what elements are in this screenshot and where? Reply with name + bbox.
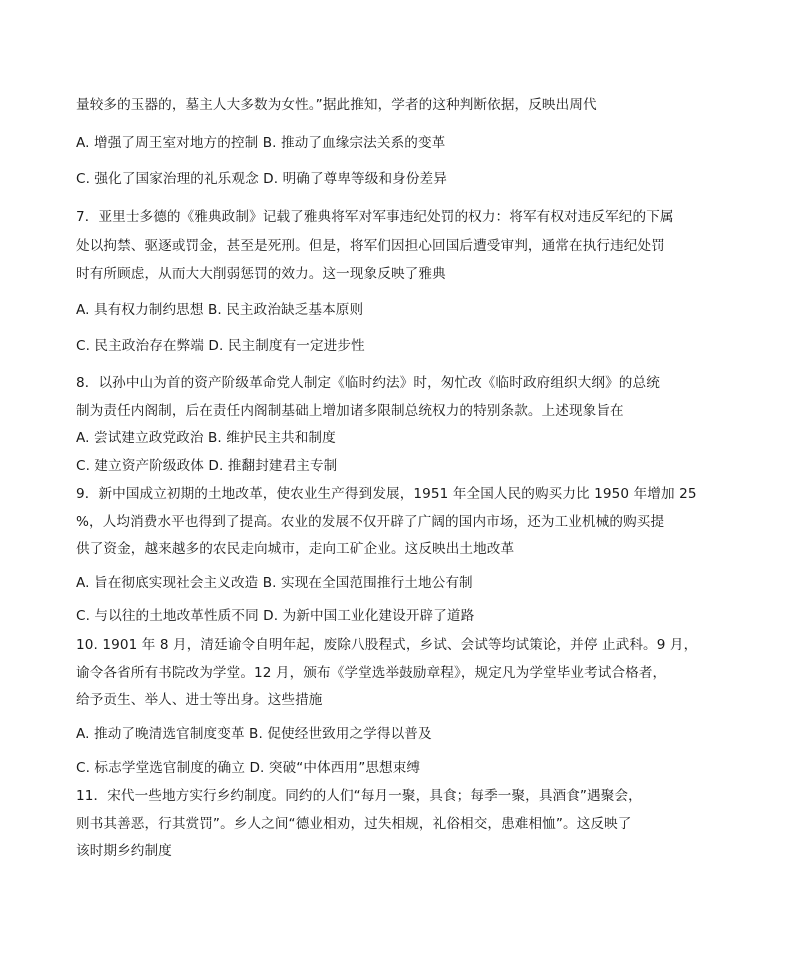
question-9-line: 9．新中国成立初期的土地改革，使农业生产得到发展，1951 年全国人民的购买力比 1950 年增加 25 bbox=[76, 486, 697, 502]
text-line: 给予贡生、举人、进士等出身。这些措施 bbox=[76, 692, 323, 708]
question-11-line: 11．宋代一些地方实行乡约制度。同约的人们“每月一聚，具食；每季一聚，具酒食”遇聚会， bbox=[76, 788, 642, 804]
option-line: C. 标志学堂选官制度的确立 D. 突破“中体西用”思想束缚 bbox=[76, 760, 421, 776]
text-line: 供了资金，越来越多的农民走向城市，走向工矿企业。这反映出土地改革 bbox=[76, 541, 515, 557]
option-line: A. 增强了周王室对地方的控制 B. 推动了血缘宗法关系的变革 bbox=[76, 135, 446, 151]
option-line: C. 强化了国家治理的礼乐观念 D. 明确了尊卑等级和身份差异 bbox=[76, 171, 447, 187]
question-10-line: 10. 1901 年 8 月，清廷谕令自明年起，废除八股程式，乡试、会试等均试策论，并停 止武科。9 月， bbox=[76, 637, 698, 653]
text-line: 制为责任内阁制，后在责任内阁制基础上增加诸多限制总统权力的特别条款。上述现象旨在 bbox=[76, 403, 624, 419]
text-line: 谕令各省所有书院改为学堂。12 月，颁布《学堂选举鼓励章程》，规定凡为学堂毕业考试合格者， bbox=[76, 665, 667, 681]
text-line: 时有所顾虑，从而大大削弱惩罚的效力。这一现象反映了雅典 bbox=[76, 266, 446, 282]
option-line: A. 旨在彻底实现社会主义改造 B. 实现在全国范围推行土地公有制 bbox=[76, 575, 473, 591]
option-line: A. 推动了晚清选官制度变革 B. 促使经世致用之学得以普及 bbox=[76, 726, 432, 742]
text-line: 该时期乡约制度 bbox=[76, 843, 172, 859]
option-line: C. 建立资产阶级政体 D. 推翻封建君主专制 bbox=[76, 458, 338, 474]
question-7-line: 7．亚里士多德的《雅典政制》记载了雅典将军对军事违纪处罚的权力：将军有权对违反军纪的下属 bbox=[76, 209, 674, 225]
text-line: 量较多的玉器的，墓主人大多数为女性。”据此推知，学者的这种判断依据，反映出周代 bbox=[76, 97, 597, 113]
question-8-line: 8．以孙中山为首的资产阶级革命党人制定《临时约法》时，匆忙改《临时政府组织大纲》的总统 bbox=[76, 375, 660, 391]
option-line: C. 与以往的土地改革性质不同 D. 为新中国工业化建设开辟了道路 bbox=[76, 608, 475, 624]
text-line: 处以拘禁、驱逐或罚金，甚至是死刑。但是，将军们因担心回国后遭受审判，通常在执行违纪处罚 bbox=[76, 238, 665, 254]
text-line: %，人均消费水平也得到了提高。农业的发展不仅开辟了广阔的国内市场，还为工业机械的购买提 bbox=[76, 514, 665, 530]
option-line: C. 民主政治存在弊端 D. 民主制度有一定进步性 bbox=[76, 338, 365, 354]
text-line: 则书其善恶，行其赏罚”。乡人之间“德业相劝，过失相规，礼俗相交，患难相恤”。这反映了 bbox=[76, 816, 632, 832]
option-line: A. 尝试建立政党政治 B. 维护民主共和制度 bbox=[76, 430, 336, 446]
option-line: A. 具有权力制约思想 B. 民主政治缺乏基本原则 bbox=[76, 302, 364, 318]
